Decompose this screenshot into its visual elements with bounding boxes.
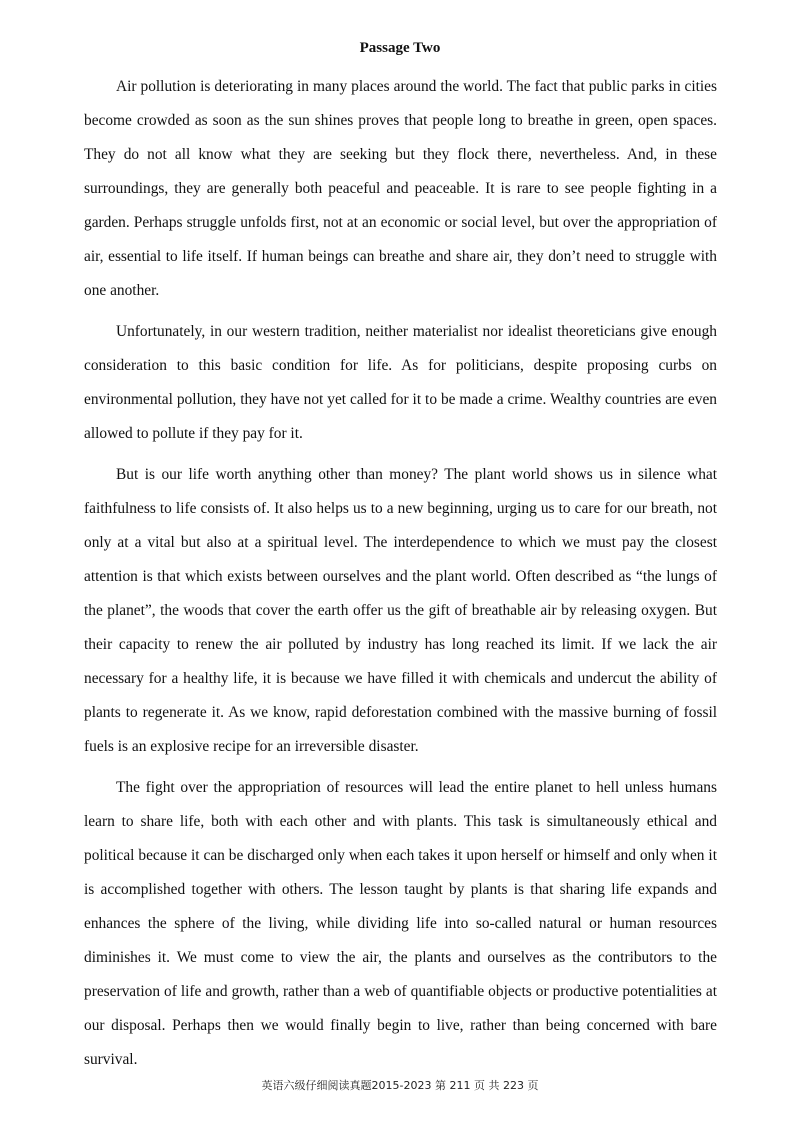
paragraph-3: But is our life worth anything other than money? The plant world shows us in silence what faithfulness to life consists of. It also helps us to a new beginning, urging us to care for our breath, not only at a vital but also at a spiritual level. The interdependence to which we must pay the closest attention is that which exists between ourselves and the plant world. Often described as “the lungs of the planet”, the woods that cover the earth offer us the gift of breathable air by releasing oxygen. But their capacity to renew the air polluted by industry has long reached its limit. If we lack the air necessary for a healthy life, it is because we have filled it with chemicals and undercut the ability of plants to regenerate it. As we know, rapid deforestation combined with the massive burning of fossil fuels is an explosive recipe for an irreversible disaster. bbox=[84, 466, 717, 755]
page-footer: 英语六级仔细阅读真题2015-2023 第 211 页 共 223 页 bbox=[261, 1079, 539, 1092]
paragraph-1: Air pollution is deteriorating in many places around the world. The fact that public parks in cities become crowded as soon as the sun shines proves that people long to breathe in green, open spaces. They do not all know what they are seeking but they flock there, nevertheless. And, in these surroundings, they are generally both peaceful and peaceable. It is rare to see people fighting in a garden. Perhaps struggle unfolds first, not at an economic or social level, but over the appropriation of air, essential to life itself. If human beings can breathe and share air, they don’t need to struggle with one another. bbox=[84, 78, 717, 299]
paragraph-4: The fight over the appropriation of resources will lead the entire planet to hell unless humans learn to share life, both with each other and with plants. This task is simultaneously ethical and political because it can be discharged only when each takes it upon herself or himself and only when it is accomplished together with others. The lesson taught by plants is that sharing life expands and enhances the sphere of the living, while dividing life into so-called natural or human resources diminishes it. We must come to view the air, the plants and ourselves as the contributors to the preservation of life and growth, rather than a web of quantifiable objects or productive potentialities at our disposal. Perhaps then we would finally begin to live, rather than being concerned with bare survival. bbox=[84, 779, 717, 1068]
passage-body bbox=[84, 70, 717, 1084]
paragraph-2: Unfortunately, in our western tradition, neither materialist nor idealist theoreticians give enough consideration to this basic condition for life. As for politicians, despite proposing curbs on environmental pollution, they have not yet called for it to be made a crime. Wealthy countries are even allowed to pollute if they pay for it. bbox=[84, 323, 717, 442]
passage-title: Passage Two bbox=[359, 40, 441, 56]
